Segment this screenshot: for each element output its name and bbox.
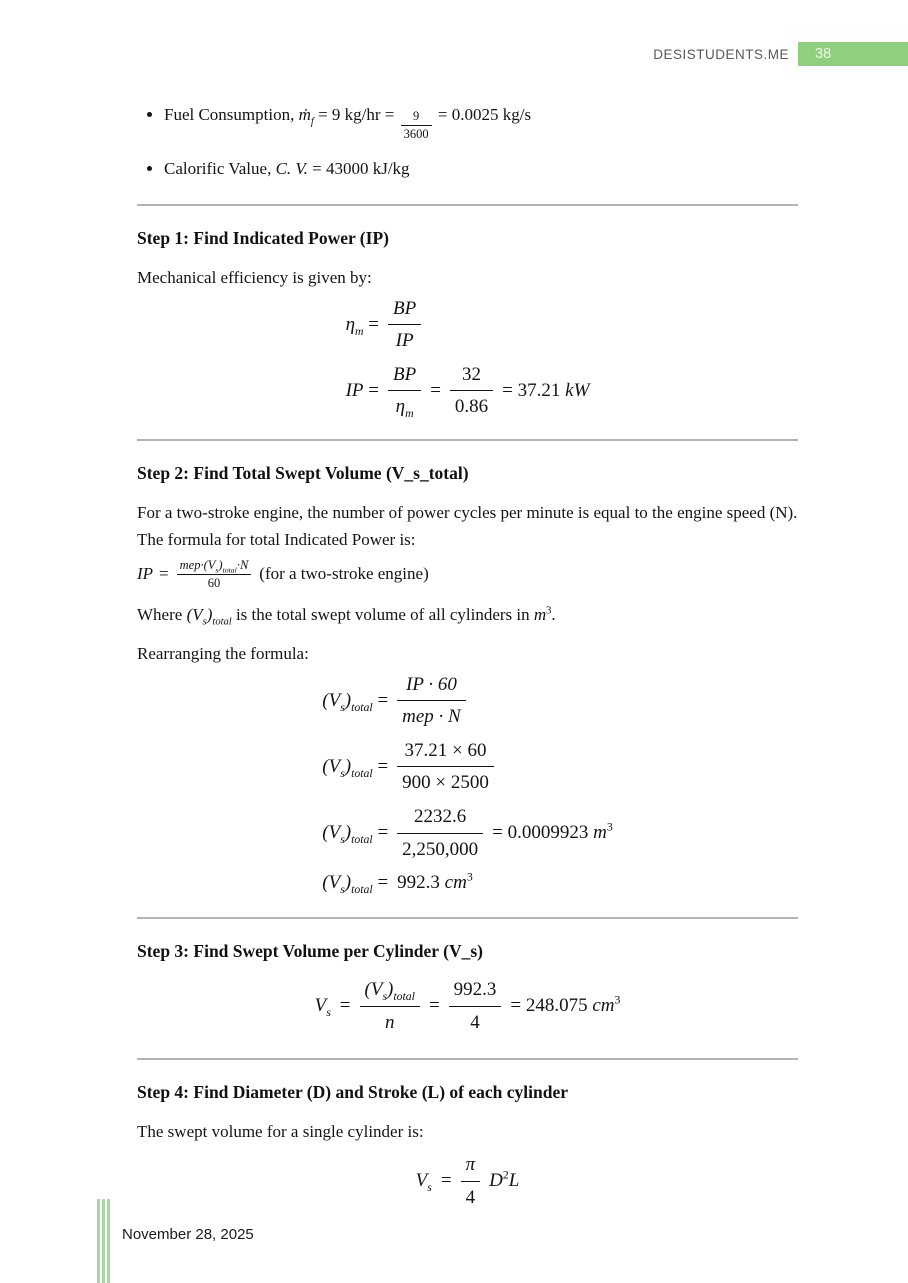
step2-rearrange-line: Rearranging the formula: (137, 644, 309, 664)
list-item-fuel-consumption (164, 103, 798, 142)
step4-equation (137, 1151, 798, 1211)
vs-variable: (V (322, 872, 341, 894)
list-item-calorific-value (164, 157, 798, 182)
numerator-part: ) (218, 557, 223, 572)
section-divider (137, 1058, 798, 1060)
equals-sign: = (377, 756, 389, 778)
period: . (551, 604, 556, 624)
cv-variable: C. V. (275, 159, 308, 178)
paren: ) (344, 872, 352, 894)
equation-lhs (322, 687, 388, 715)
equals-sign: = (377, 690, 389, 712)
equals-sign: = (368, 380, 379, 402)
fraction-denominator: 0.86 (454, 396, 489, 418)
calorific-result: = 43000 kJ/kg (307, 159, 410, 178)
vs-subscript: s (340, 882, 345, 896)
fraction-numerator (360, 976, 420, 1007)
fraction-numerator (177, 558, 252, 575)
green-bar (97, 1199, 100, 1283)
equation-lhs (346, 311, 379, 339)
total-subscript: total (351, 766, 373, 780)
vs-subscript: s (340, 700, 345, 714)
footer-accent-bars (97, 1199, 110, 1283)
vs-subscript: s (340, 766, 345, 780)
fraction-numerator: π (461, 1151, 481, 1182)
step3-heading: Step 3: Find Swept Volume per Cylinder (V_s) (137, 940, 483, 961)
l-variable: L (508, 1170, 520, 1192)
where-text: is the total swept volume of all cylinders in (231, 604, 534, 624)
exponent: 3 (614, 993, 621, 1007)
fuel-label: Fuel Consumption, (164, 105, 299, 124)
equation-result (502, 377, 589, 405)
fraction (397, 737, 494, 797)
equals-sign: = (368, 313, 379, 335)
page-header (0, 42, 908, 66)
equation-rhs (489, 1167, 519, 1195)
fraction-numerator: BP (388, 361, 421, 392)
exponent: 2 (502, 1169, 509, 1183)
result-unit: kW (565, 380, 590, 402)
page-number-badge: 38 (798, 42, 908, 66)
fraction-denominator: 60 (207, 575, 221, 590)
equation-rhs (397, 803, 613, 863)
step3-equation (137, 976, 798, 1036)
result-unit: cm (592, 995, 615, 1017)
paren: ) (206, 604, 213, 624)
vs-subscript: s (215, 565, 219, 574)
fraction-denominator: 900 × 2500 (402, 772, 489, 794)
paren: ) (344, 822, 352, 844)
equation-lhs (346, 377, 379, 405)
eta-subscript: m (355, 324, 364, 338)
numerator-part: (V (364, 978, 383, 1000)
fraction-numerator: 37.21 × 60 (397, 737, 494, 768)
fraction (388, 361, 421, 421)
fraction (177, 558, 252, 591)
equals-sign: = (440, 1170, 452, 1192)
step2-heading: Step 2: Find Total Swept Volume (V_s_total) (137, 462, 469, 483)
equals-sign: = (377, 822, 389, 844)
vs-variable: V (415, 1170, 428, 1192)
fraction (360, 976, 420, 1036)
exponent: 3 (606, 820, 613, 834)
green-bar (102, 1199, 105, 1283)
numerator-part: mep·(V (179, 557, 216, 572)
step2-para1: For a two-stroke engine, the number of power cycles per minute is equal to the engine speed (N). (137, 503, 798, 523)
fraction-denominator: 4 (465, 1186, 476, 1208)
total-subscript: total (222, 565, 237, 574)
equation-lhs (322, 753, 388, 781)
fraction-numerator: 992.3 (449, 976, 502, 1007)
fraction-numerator: 32 (450, 361, 493, 392)
vs-subscript: s (326, 1006, 331, 1020)
vs-variable: (V (186, 604, 203, 624)
equation-rhs (388, 295, 421, 355)
vs-variable: V (314, 995, 327, 1017)
equation-lhs (322, 869, 388, 897)
fraction (450, 361, 493, 421)
exponent: 3 (546, 604, 552, 616)
equation-rhs (397, 671, 466, 731)
total-subscript: total (351, 882, 373, 896)
fraction-numerator: BP (388, 295, 421, 326)
step2-para2: The formula for total Indicated Power is: (137, 529, 416, 549)
fraction (461, 1151, 481, 1211)
equation-rhs (397, 869, 473, 897)
vs-variable: (V (322, 756, 341, 778)
equals-sign: = (428, 995, 440, 1017)
fuel-result: = 0.0025 kg/s (433, 105, 532, 124)
step2-inline-equation (137, 558, 798, 591)
eta-variable: η (395, 396, 406, 418)
where-text: Where (137, 604, 187, 624)
given-data-list (137, 103, 798, 182)
calorific-label: Calorific Value, (164, 159, 276, 178)
section-divider (137, 204, 798, 206)
result-value: = 248.075 (510, 995, 593, 1017)
equation-result (510, 992, 620, 1020)
equation-lhs (315, 992, 331, 1020)
vs-variable: (V (322, 822, 341, 844)
ip-variable: IP (137, 563, 154, 583)
fraction (397, 671, 466, 731)
mdot-subscript: f (310, 116, 314, 128)
eta-variable: η (345, 313, 356, 335)
vs-subscript: s (382, 989, 388, 1003)
result-unit: m (593, 822, 607, 844)
fraction-denominator: IP (395, 330, 414, 352)
paren: ) (344, 690, 352, 712)
fraction-denominator: 4 (470, 1011, 480, 1033)
numerator-part: ·N (236, 557, 249, 572)
equation-note: (for a two-stroke engine) (259, 563, 429, 583)
step2-where-line (137, 603, 798, 628)
fraction-denominator: mep · N (402, 706, 461, 728)
ip-variable: IP (345, 380, 364, 402)
paren: ) (344, 756, 352, 778)
equals-sign: = (377, 872, 389, 894)
equation-rhs (388, 361, 589, 421)
fraction-numerator: 2232.6 (397, 803, 483, 834)
equation-result (397, 869, 473, 897)
vs-subscript: s (427, 1181, 432, 1195)
fraction-numerator: IP · 60 (397, 671, 466, 702)
result-unit: cm (444, 872, 467, 894)
section-divider (137, 917, 798, 919)
step4-heading: Step 4: Find Diameter (D) and Stroke (L) of each cylinder (137, 1082, 568, 1103)
equation-rhs (397, 737, 494, 797)
fraction-denominator: n (384, 1011, 395, 1033)
total-subscript: total (393, 989, 415, 1003)
step1-equation-block (346, 295, 590, 421)
section-divider (137, 439, 798, 441)
d-variable: D (489, 1170, 503, 1192)
result-value: = 37.21 (502, 380, 566, 402)
vs-variable: (V (322, 690, 341, 712)
step1-heading: Step 1: Find Indicated Power (IP) (137, 227, 389, 248)
green-bar (107, 1199, 110, 1283)
fraction (449, 976, 502, 1036)
result-value: 992.3 (397, 872, 445, 894)
vs-subscript: s (340, 833, 345, 847)
vs-subscript: s (202, 615, 207, 627)
equals-sign: = (430, 380, 441, 402)
equation-result (492, 819, 613, 847)
fraction (401, 109, 432, 142)
step1-intro: Mechanical efficiency is given by: (137, 268, 372, 288)
footer-date: November 28, 2025 (122, 1226, 254, 1243)
unit-m: m (533, 604, 547, 624)
step4-intro: The swept volume for a single cylinder is: (137, 1122, 424, 1142)
total-subscript: total (212, 615, 232, 627)
mdot-variable: ṁ (298, 105, 311, 124)
equals-sign: = (159, 563, 169, 583)
result-value: = 0.0009923 (492, 822, 594, 844)
fraction (388, 295, 421, 355)
equals-sign: = (339, 995, 351, 1017)
fraction-numerator: 9 (401, 109, 432, 126)
total-subscript: total (351, 833, 373, 847)
equation-lhs (322, 819, 388, 847)
fuel-mid-text: = 9 kg/hr = (313, 105, 399, 124)
numerator-part: ) (387, 978, 394, 1000)
equation-lhs (416, 1167, 432, 1195)
fraction-denominator (388, 391, 421, 421)
site-name: DESISTUDENTS.ME (653, 46, 789, 62)
document-content (137, 103, 798, 1211)
step2-equation-block (322, 671, 613, 897)
exponent: 3 (466, 870, 473, 884)
total-subscript: total (351, 700, 373, 714)
fraction-denominator: 3600 (403, 127, 429, 141)
fraction (397, 803, 483, 863)
fraction-denominator: 2,250,000 (402, 838, 479, 860)
eta-subscript: m (405, 407, 414, 421)
